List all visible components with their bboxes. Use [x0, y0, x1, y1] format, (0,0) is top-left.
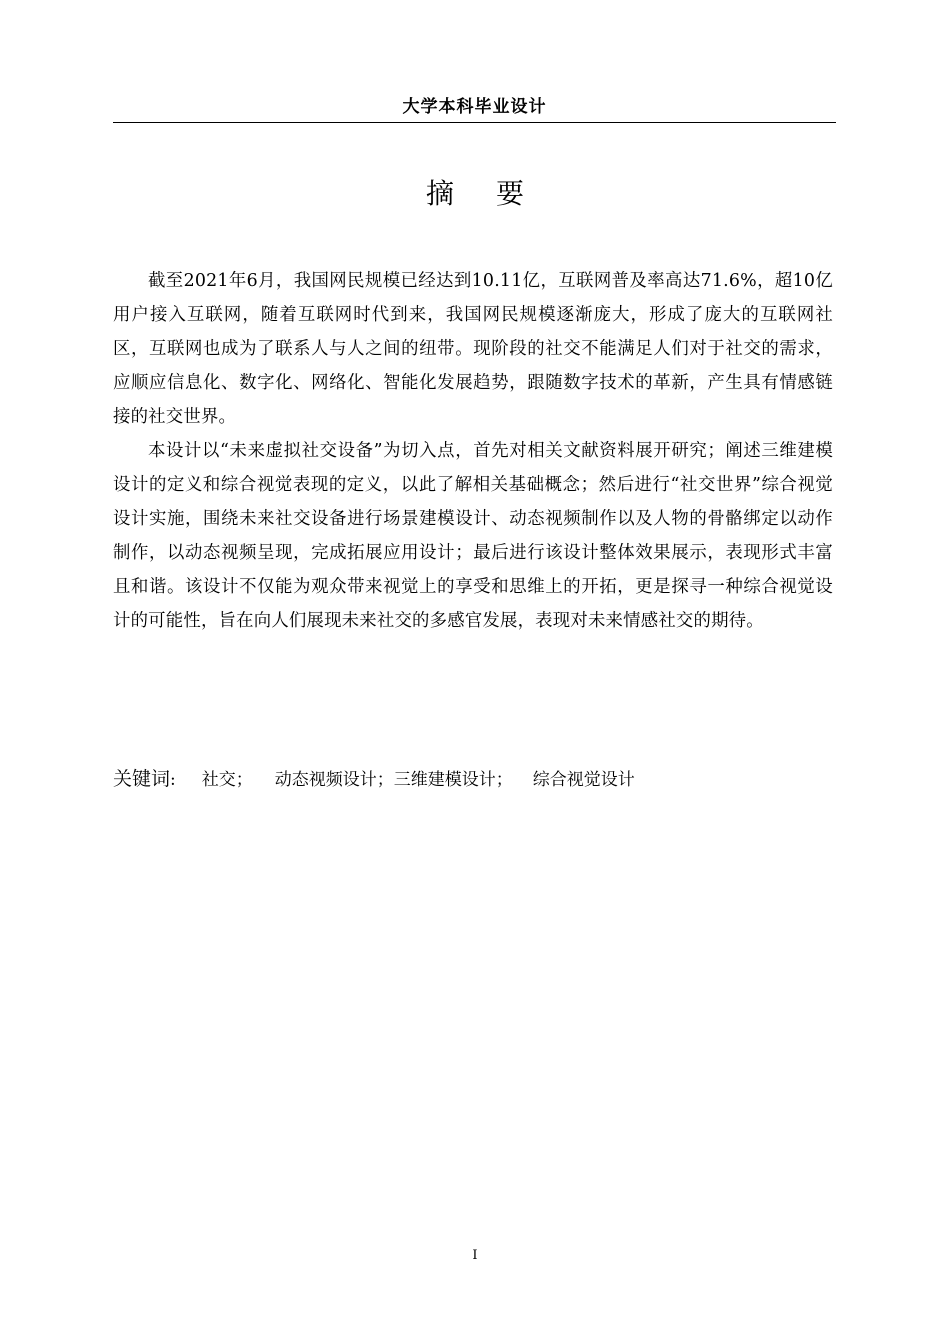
abstract-paragraph: 本设计以“未来虚拟社交设备”为切入点，首先对相关文献资料展开研究；阐述三维建模设计的定义和综合视觉表现的定义，以此了解相关基础概念；然后进行“社交世界”综合视觉设计实施，围绕未来社交设备进行场景建模设计、动态视频制作以及人物的骨骼绑定以动作制作，以动态视频呈现，完成拓展应用设计；最后进行该设计整体效果展示，表现形式丰富且和谐。该设计不仅能为观众带来视觉上的享受和思维上的开拓，更是探寻一种综合视觉设计的可能性，旨在向人们展现未来社交的多感官发展，表现对未来情感社交的期待。	[113, 441, 833, 631]
running-header	[113, 92, 836, 123]
keywords-line	[113, 762, 836, 796]
keyword-item: 综合视觉设计	[532, 770, 635, 790]
abstract-body	[113, 264, 833, 638]
header-title: 大学本科毕业设计	[402, 97, 547, 117]
keyword-item: 社交；	[201, 770, 253, 790]
keywords-label: 关键词	[113, 768, 171, 790]
keyword-item: 动态视频设计；	[274, 770, 394, 790]
page-number: I	[472, 1248, 478, 1263]
abstract-title	[0, 172, 950, 216]
abstract-title-char: 摘	[425, 177, 454, 210]
keywords-separator: :	[170, 770, 176, 790]
abstract-title-char: 要	[496, 177, 525, 210]
abstract-paragraph: 截至2021年6月，我国网民规模已经达到10.11亿，互联网普及率高达71.6%，超10亿用户接入互联网，随着互联网时代到来，我国网民规模逐渐庞大，形成了庞大的互联网社区，互联网也成为了联系人与人之间的纽带。现阶段的社交不能满足人们对于社交的需求，应顺应信息化、数字化、网络化、智能化发展趋势，跟随数字技术的革新，产生具有情感链接的社交世界。	[113, 271, 833, 427]
keyword-item: 三维建模设计；	[393, 770, 513, 790]
